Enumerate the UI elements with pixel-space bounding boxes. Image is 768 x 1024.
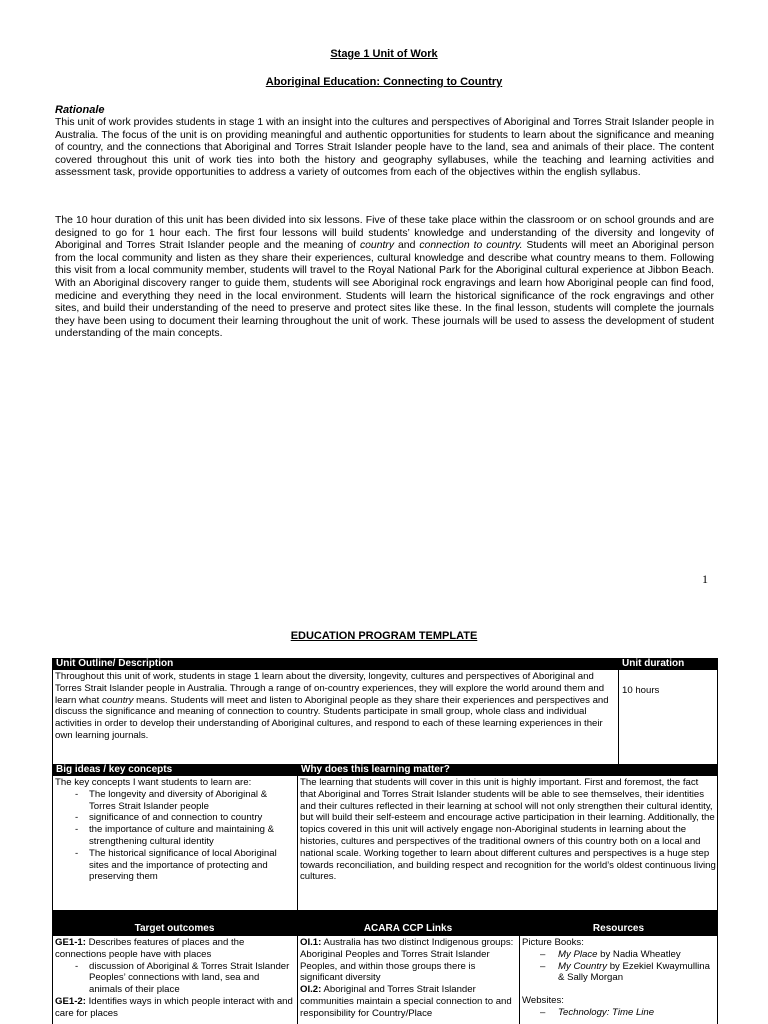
rationale-heading: Rationale	[55, 104, 105, 116]
resources-header: Resources	[519, 910, 718, 936]
list-item: - The historical significance of local Aboriginal sites and the importance of protecting and preserving them	[55, 848, 295, 883]
document-title: Stage 1 Unit of Work	[330, 48, 438, 60]
book-title: My Place	[558, 948, 598, 960]
table-border	[52, 658, 53, 1024]
duration-text-b: Students will meet an Aboriginal person from the local community and listen as they share their experiences, cultural knowledge and describe what country means to them. Following this visit from a local community member, students will travel to the Royal National Park for the Aboriginal cultural experience at Jibbon Beach. With an Aboriginal discovery ranger to guide them, students will see Aboriginal rock engravings and learn how Aboriginal people can find food, medicine and everything they need in the local environment. Students will learn the historical significance of the rock engravings and other sites, and build their understanding of the need to preserve and protect sites like these. In the final lesson, students will complete the journals they have been using to document their learning throughout the unit of work. These journals will be used to assess the development of student understanding of the main concepts.	[55, 240, 714, 340]
unit-outline-text-b: means. Students will meet and listen to Aboriginal people as they share their experiences and perspectives and discuss the significance and meaning of connection to country. Students participate in small group, whole class and individual activities in order to develop their understanding of Aboriginal cultures, and respond to each of these learning experiences in their own learning journals.	[55, 694, 609, 741]
picture-books-label: Picture Books:	[522, 937, 584, 948]
book-author: by Nadia Wheatley	[597, 948, 681, 960]
table-border	[717, 658, 718, 1024]
outcome-text: Identifies ways in which people interact with and care for places	[55, 995, 293, 1019]
book-author: by Ezekiel Kwaymullina & Sally Morgan	[558, 960, 710, 984]
list-item: - the importance of culture and maintaining & strengthening cultural identity	[55, 824, 295, 848]
outcome-ge1-2	[55, 996, 295, 1020]
target-outcomes-cell	[55, 937, 295, 1020]
outcome-code: GE1-1:	[55, 937, 86, 948]
acara-oi1	[300, 937, 517, 984]
acara-text: Australia has two distinct Indigenous groups: Aboriginal Peoples and Torres Strait Islander Peoples, and within those groups there is significant diversity	[300, 937, 514, 984]
duration-text-and: and	[394, 240, 420, 252]
unit-duration-cell: 10 hours	[622, 685, 660, 696]
website-link[interactable]: Technology: Time Line	[558, 1006, 655, 1018]
books-list	[522, 949, 716, 984]
outcome-text: Describes features of places and the connections people have with places	[55, 937, 245, 960]
target-outcomes-header: Target outcomes	[52, 910, 297, 936]
book-title: My Country	[558, 960, 608, 972]
unit-duration-header: Unit duration	[618, 658, 718, 670]
acara-header: ACARA CCP Links	[297, 910, 519, 936]
why-cell: The learning that students will cover in this unit is highly important. First and foremost, the fact that Aboriginal and Torres Strait Islander students will be able to see themselves, their identities and their cultures reflected in their learning at school will not only strengthen their cultural identity, but will build their self-esteem and encourage active participation in their learning. Additionally, the topics covered in this unit will actively engage non-Aboriginal students in learning about the histories, cultures and perspectives of the traditional owners of this country both on a local and national scale. Working together to learn about different cultures and perspectives is a huge step towards reconciliation, and building respect and recognition for the world’s oldest continuous living cultures.	[300, 777, 716, 883]
unit-outline-header: Unit Outline/ Description	[52, 658, 618, 670]
resources-cell	[522, 937, 716, 1019]
outcome-ge1-1-list	[55, 961, 295, 996]
unit-outline-text-a: Throughout this unit of work, students in stage 1 learn about the diversity, longevity, cultures and perspectives of Aboriginal and Torres Strait Islander people in Australia. Through a range of on-country experiences, they will explore the world around them and learn what	[55, 671, 605, 706]
table-border	[519, 936, 520, 1024]
document-subtitle: Aboriginal Education: Connecting to Country	[265, 76, 503, 88]
rationale-paragraph: This unit of work provides students in stage 1 with an insight into the cultures and perspectives of Aboriginal and Torres Strait Islander people in Australia. The focus of the unit is on providing meaningful and authentic opportunities for students to learn about the significance and meaning of country, and the connections that Aboriginal and Torres Strait Islander people have to the land, sea and animals of their place. The content covered throughout this unit of work ties into both the history and geography syllabuses, while the teaching and learning activities and assessment task, provide opportunities to address a variety of outcomes from each of the objectives within the english syllabus.	[55, 117, 714, 179]
unit-outline-text-country: country	[101, 694, 134, 706]
acara-code: OI.2:	[300, 984, 322, 996]
list-item: - discussion of Aboriginal & Torres Strait Islander Peoples’ connections with land, sea and animals of their place	[55, 961, 295, 996]
table-border	[618, 670, 619, 764]
big-ideas-header: Big ideas / key concepts	[52, 764, 297, 776]
duration-text-country: country	[359, 240, 395, 252]
list-item	[522, 949, 716, 961]
acara-cell	[300, 937, 517, 1020]
outcome-ge1-1	[55, 937, 295, 961]
acara-text: Aboriginal and Torres Strait Islander communities maintain a special connection to and responsibility for Country/Place	[300, 984, 512, 1019]
template-title: EDUCATION PROGRAM TEMPLATE	[290, 630, 478, 642]
duration-text-connection: connection to country.	[419, 240, 523, 252]
acara-code: OI.1:	[300, 937, 322, 948]
big-ideas-intro: The key concepts I want students to learn are:	[55, 777, 252, 788]
page-number: 1	[702, 572, 708, 586]
duration-text-a: The 10 hour duration of this unit has been divided into six lessons. Five of these take place within the classroom or on school grounds and are designed to go for 1 hour each. The first four lessons will build students’ knowledge and understanding of the diversity and longevity of Aboriginal and Torres Strait Islander people and the meaning of	[55, 215, 714, 252]
table-border	[297, 936, 298, 1024]
why-header: Why does this learning matter?	[297, 764, 718, 776]
list-item: - The longevity and diversity of Aboriginal & Torres Strait Islander people	[55, 789, 295, 813]
acara-oi2	[300, 984, 517, 1019]
websites-list	[522, 1007, 716, 1019]
websites-label: Websites:	[522, 995, 564, 1007]
big-ideas-cell	[55, 777, 295, 883]
table-border	[297, 776, 298, 910]
duration-paragraph	[55, 215, 714, 341]
list-item[interactable]	[522, 1007, 716, 1019]
outcome-code: GE1-2:	[55, 995, 86, 1007]
list-item	[522, 961, 716, 985]
unit-outline-cell	[55, 671, 617, 742]
big-ideas-list	[55, 789, 295, 883]
list-item: - significance of and connection to country	[55, 812, 295, 824]
